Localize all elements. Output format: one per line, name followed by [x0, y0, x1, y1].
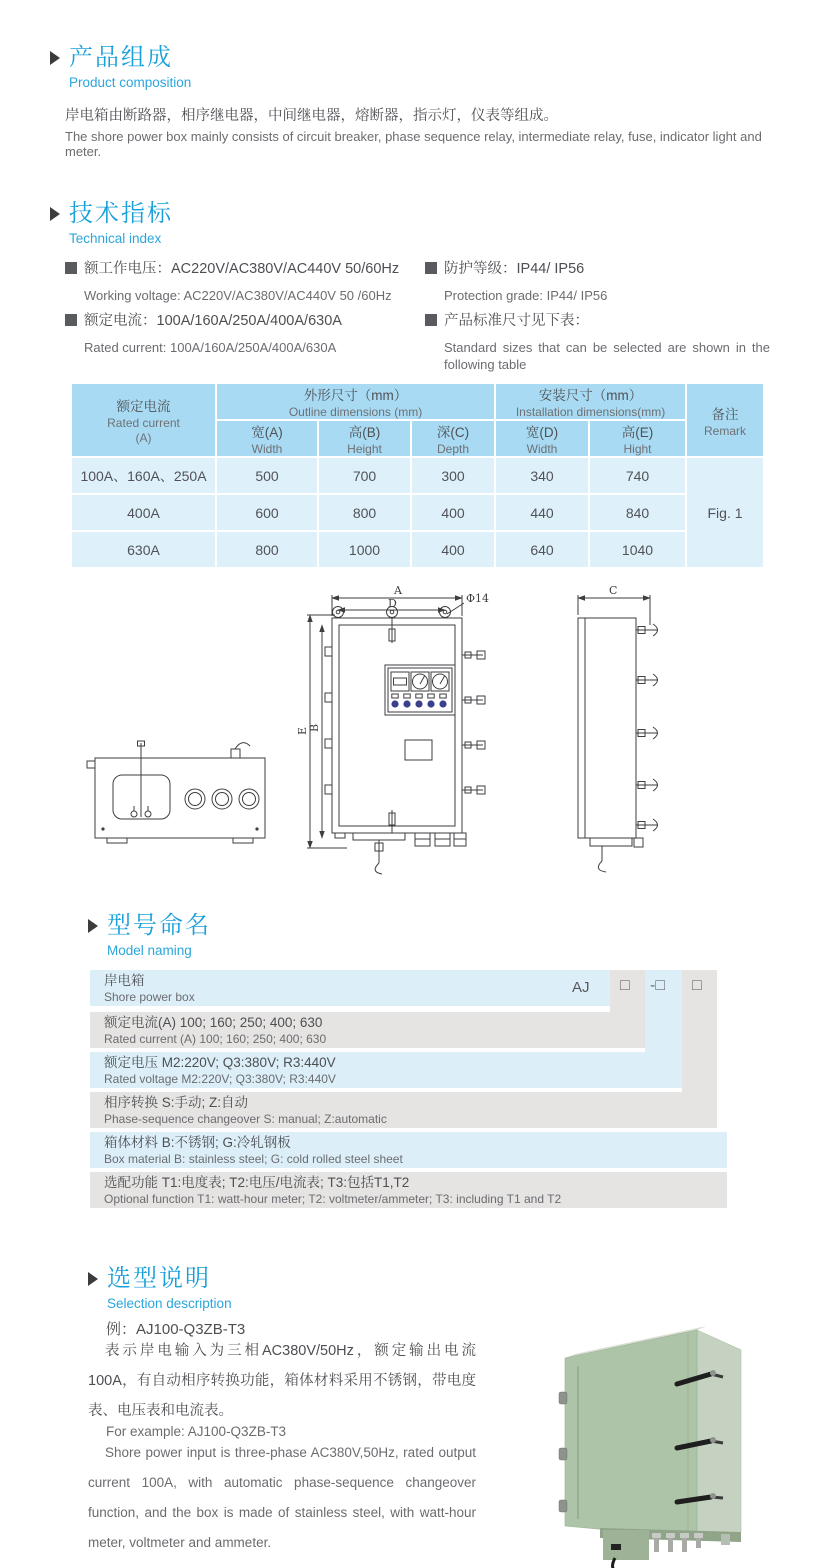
cell-value: 500	[217, 458, 317, 493]
col-header-outline: 外形尺寸（mm） Outline dimensions (mm)	[217, 384, 494, 419]
dim-label-b: B	[308, 723, 321, 732]
col-header-hight-e: 高(E) Hight	[590, 421, 685, 456]
naming-row-phase-sequence: 相序转换 S:手动; Z:自动 Phase-sequence changeover S: manual; Z:automatic	[90, 1092, 717, 1128]
col-header-installation: 安装尺寸（mm） Installation dimensions(mm)	[496, 384, 685, 419]
cell-value: 800	[217, 532, 317, 567]
col-header-width-d: 宽(D) Width	[496, 421, 588, 456]
spec-zh: 额工作电压：AC220V/AC380V/AC440V 50/60Hz	[84, 261, 400, 277]
section-arrow-icon	[88, 919, 98, 933]
spec-bullet-icon	[65, 262, 77, 274]
dim-label-a: A	[394, 585, 402, 597]
dim-label-e: E	[296, 726, 309, 735]
spec-protection-grade	[425, 257, 775, 304]
composition-text-zh: 岸电箱由断路器，相序继电器，中间继电器，熔断器，指示灯，仪表等组成。	[65, 108, 558, 124]
section-technical-index	[50, 200, 173, 246]
spec-en: Standard sizes that can be selected are shown in the following table	[444, 340, 770, 372]
spec-en: Protection grade: IP44/ IP56	[444, 288, 608, 303]
section-title-en: Product composition	[69, 75, 192, 90]
spec-bullet-icon	[65, 314, 77, 326]
section-arrow-icon	[50, 51, 60, 65]
dim-label-phi14: Φ14	[466, 592, 490, 605]
cell-remark: Fig. 1	[687, 458, 763, 567]
naming-row-rated-voltage: 额定电压 M2:220V; Q3:380V; R3:440V Rated voltage M2:220V; Q3:380V; R3:440V	[90, 1052, 682, 1088]
col-header-height-b: 高(B) Height	[319, 421, 410, 456]
cell-value: 1000	[319, 532, 410, 567]
dimensions-table	[70, 382, 765, 569]
spec-zh: 产品标准尺寸见下表：	[444, 313, 589, 329]
cell-current: 100A、160A、250A	[72, 458, 215, 493]
cell-current: 630A	[72, 532, 215, 567]
dim-label-c: C	[609, 585, 618, 597]
naming-row-shore-power-box: 岸电箱 Shore power box	[90, 970, 610, 1006]
section-model-naming	[88, 912, 211, 958]
spec-en: Working voltage: AC220V/AC380V/AC440V 50 /60Hz	[84, 288, 392, 303]
cell-value: 740	[590, 458, 685, 493]
cell-value: 600	[217, 495, 317, 530]
cell-value: 1040	[590, 532, 685, 567]
col-header-remark: 备注 Remark	[687, 384, 763, 456]
model-slot-box-3: □	[692, 977, 702, 994]
naming-row-box-material: 箱体材料 B:不锈钢; G:冷轧钢板 Box material B: stainless steel; G: cold rolled steel sheet	[90, 1132, 727, 1168]
section-arrow-icon	[50, 207, 60, 221]
section-title-zh: 选型说明	[107, 1265, 211, 1292]
table-row	[72, 458, 763, 493]
spec-zh: 额定电流：100A/160A/250A/400A/630A	[84, 313, 342, 329]
cell-value: 800	[319, 495, 410, 530]
cell-value: 440	[496, 495, 588, 530]
col-header-width-a: 宽(A) Width	[217, 421, 317, 456]
section-arrow-icon	[88, 1272, 98, 1286]
section-title-en: Model naming	[107, 943, 192, 958]
cell-current: 400A	[72, 495, 215, 530]
spec-working-voltage	[65, 257, 415, 304]
spec-standard-sizes	[425, 309, 775, 373]
selection-body-zh: 表示岸电输入为三相AC380V/50Hz，额定输出电流100A，有自动相序转换功能，箱体材料采用不锈钢，带电度表、电压表和电流表。	[88, 1343, 476, 1419]
spec-rated-current	[65, 309, 415, 356]
cell-value: 300	[412, 458, 494, 493]
naming-row-optional-function: 选配功能 T1:电度表; T2:电压/电流表; T3:包括T1,T2 Optional function T1: watt-hour meter; T2: voltmeter/ammeter; T3: including T1 and T2	[90, 1172, 727, 1208]
selection-example-zh: 例：AJ100-Q3ZB-T3	[106, 1321, 246, 1338]
model-prefix: AJ	[572, 979, 590, 996]
section-title-zh: 产品组成	[69, 44, 173, 71]
col-header-depth-c: 深(C) Depth	[412, 421, 494, 456]
section-title-zh: 技术指标	[69, 200, 173, 227]
section-title-en: Selection description	[107, 1296, 232, 1311]
col-header-rated-current: 额定电流 Rated current (A)	[72, 384, 215, 456]
cell-value: 840	[590, 495, 685, 530]
figure-1-drawing	[85, 585, 775, 885]
composition-text-en: The shore power box mainly consists of circuit breaker, phase sequence relay, intermediate relay, fuse, indicator light and meter.	[65, 129, 762, 159]
table-row	[72, 532, 763, 567]
dim-label-d: D	[388, 597, 397, 610]
cell-value: 340	[496, 458, 588, 493]
spec-bullet-icon	[425, 314, 437, 326]
cell-value: 400	[412, 532, 494, 567]
section-product-composition	[50, 44, 191, 90]
spec-zh: 防护等级：IP44/ IP56	[444, 261, 585, 277]
spec-en: Rated current: 100A/160A/250A/400A/630A	[84, 340, 337, 355]
cell-value: 640	[496, 532, 588, 567]
selection-example-en: For example: AJ100-Q3ZB-T3	[106, 1424, 287, 1439]
naming-row-rated-current: 额定电流(A) 100; 160; 250; 400; 630 Rated current (A) 100; 160; 250; 400; 630	[90, 1012, 645, 1048]
section-selection-description	[88, 1265, 232, 1311]
selection-body-en: Shore power input is three-phase AC380V,50Hz, rated output current 100A, with automatic phase-sequence changeover function, and the box is made of stainless steel, with watt-hour meter, voltmeter and ammeter.	[88, 1445, 476, 1550]
product-photo	[545, 1300, 795, 1568]
cell-value: 700	[319, 458, 410, 493]
section-title-zh: 型号命名	[107, 912, 211, 939]
model-slot-box-1: □	[620, 977, 630, 994]
spec-bullet-icon	[425, 262, 437, 274]
model-slot-box-2: -□	[650, 977, 665, 994]
cell-value: 400	[412, 495, 494, 530]
section-title-en: Technical index	[69, 231, 162, 246]
table-row	[72, 495, 763, 530]
